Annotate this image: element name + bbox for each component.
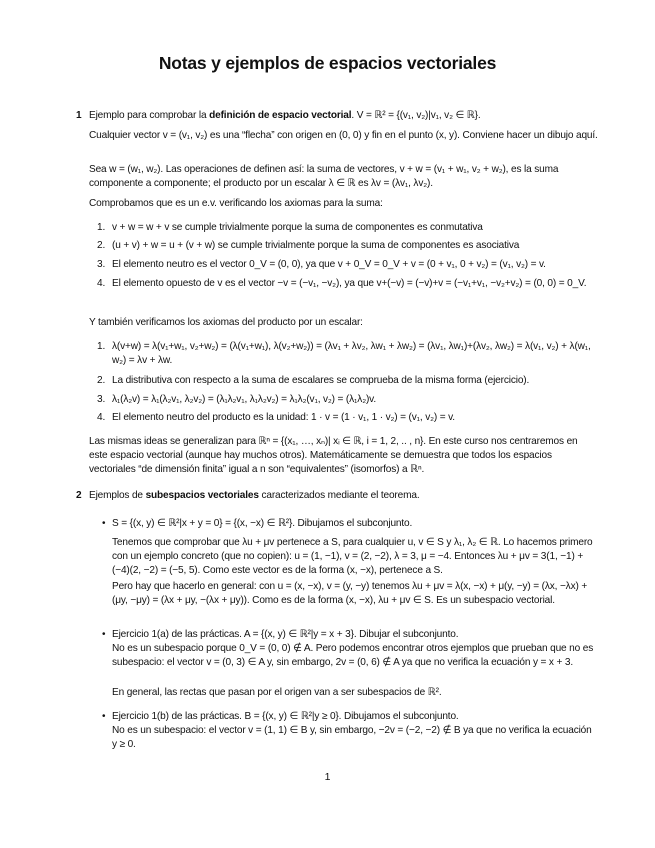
prod-axiom-4-number: 4. xyxy=(97,412,106,423)
page-title: Notas y ejemplos de espacios vectoriales xyxy=(158,53,497,73)
section-2-number: 2 xyxy=(76,490,82,501)
sum-axiom-4-number: 4. xyxy=(97,278,106,289)
prod-axiom-1: λ(v+w) = λ(v₁+w₁, v₂+w₂) = (λ(v₁+w₁), λ(v₂+w₂)) = (λv₁ + λv₂, λw₁ + λw₂) = (λv₁, λw₁)+(λv₂, λw₂) = λ(v₁, v₂) + λ(w₁, w₂) = λv + λw. xyxy=(112,341,591,367)
section-1-intro-c: . V = ℝ² = {(v₁, v₂)|v₁, v₂ ∈ ℝ}. xyxy=(351,110,481,121)
bullet-2-dot: • xyxy=(102,629,106,640)
bullet-2-line3: En general, las rectas que pasan por el origen van a ser subespacios de ℝ². xyxy=(112,687,442,698)
section-1-number: 1 xyxy=(76,110,82,121)
bullet-3-line2: No es un subespacio: el vector v = (1, 1) ∈ B y, sin embargo, −2v = (−2, −2) ∉ B ya que no verifica la ecuación y ≥ 0. xyxy=(112,725,592,751)
bullet-3-line1: Ejercicio 1(b) de las prácticas. B = {(x, y) ∈ ℝ²|y ≥ 0}. Dibujamos el subconjunto. xyxy=(112,711,459,722)
section-1-intro-bold: definición de espacio vectorial xyxy=(209,110,352,121)
section-2-intro-c: caracterizados mediante el teorema. xyxy=(258,490,420,501)
paragraph-sum-axioms-intro: Comprobamos que es un e.v. verificando los axiomas para la suma: xyxy=(89,198,383,209)
bullet-1-dot: • xyxy=(102,518,106,529)
sum-axiom-3-number: 3. xyxy=(97,259,106,270)
prod-axiom-2: La distributiva con respecto a la suma de escalares se comprueba de la misma forma (ejercicio). xyxy=(112,375,530,386)
prod-axiom-4: El elemento neutro del producto es la unidad: 1 · v = (1 · v₁, 1 · v₂) = (v₁, v₂) = v. xyxy=(112,412,455,423)
bullet-2-line2: No es un subespacio porque 0_V = (0, 0) ∉ A. Pero podemos encontrar otros ejemplos que prueban que no es subespacio: el vector v = (0, 3) ∈ A y, sin embargo, 2v = (0, 6) ∉ A ya que no verifica la ecuación y = x + 3. xyxy=(112,643,594,669)
paragraph-product-axioms-intro: Y también verificamos los axiomas del producto por un escalar: xyxy=(89,317,363,328)
bullet-1-line1: S = {(x, y) ∈ ℝ²|x + y = 0} = {(x, −x) ∈ ℝ²}. Dibujamos el subconjunto. xyxy=(112,518,413,529)
section-1-intro xyxy=(89,109,609,123)
paragraph-vector-arrow: Cualquier vector v = (v₁, v₂) es una “flecha” con origen en (0, 0) y fin en el punto (x, y). Conviene hacer un dibujo aquí. xyxy=(89,130,598,141)
section-2-intro-bold: subespacios vectoriales xyxy=(145,490,259,501)
page-number: 1 xyxy=(324,771,331,783)
bullet-2-line1: Ejercicio 1(a) de las prácticas. A = {(x, y) ∈ ℝ²|y = x + 3}. Dibujar el subconjunto. xyxy=(112,629,459,640)
section-2-intro-a: Ejemplos de xyxy=(89,490,146,501)
paragraph-generalization: Las mismas ideas se generalizan para ℝⁿ = {(x₁, …, xₙ)| xᵢ ∈ ℝ, i = 1, 2, .. , n}. En este curso nos centraremos en este espacio vectorial (aunque hay muchos otros). Matemáticamente se demuestra que todos los espacios vectoriales “de dimensión finita” igual a n son “equivalentes” (isomorfos) a ℝⁿ. xyxy=(89,436,578,476)
section-2-intro xyxy=(89,489,609,503)
paragraph-operations: Sea w = (w₁, w₂). Las operaciones de definen así: la suma de vectores, v + w = (v₁ + w₁, v₂ + w₂), es la suma componente a componente; el producto por un escalar λ ∈ ℝ es λv = (λv₁, λv₂). xyxy=(89,164,559,190)
bullet-1-line2: Tenemos que comprobar que λu + μv pertenece a S, para cualquier u, v ∈ S y λ₁, λ₂ ∈ ℝ. Lo hacemos primero con un ejemplo concreto (que no copien): u = (1, −1), v = (2, −2), λ = 3, μ = −4. Entonces λu + μv = 3(1, −1) + (−4)(2, −2) = (−5, 5). Como este vector es de la forma (x, −x), pertenece a S. xyxy=(112,537,593,577)
bullet-3-dot: • xyxy=(102,711,106,722)
prod-axiom-3-number: 3. xyxy=(97,394,106,405)
sum-axiom-2: (u + v) + w = u + (v + w) se cumple trivialmente porque la suma de componentes es asociativa xyxy=(112,240,520,251)
sum-axiom-3: El elemento neutro es el vector 0_V = (0, 0), ya que v + 0_V = 0_V + v = (0 + v₁, 0 + v₂) = (v₁, v₂) = v. xyxy=(112,259,546,270)
sum-axiom-1: v + w = w + v se cumple trivialmente porque la suma de componentes es conmutativa xyxy=(112,222,483,233)
prod-axiom-2-number: 2. xyxy=(97,375,106,386)
prod-axiom-3: λ₁(λ₂v) = λ₁(λ₂v₁, λ₂v₂) = (λ₁λ₂v₁, λ₁λ₂v₂) = λ₁λ₂(v₁, v₂) = (λ₁λ₂)v. xyxy=(112,394,376,405)
prod-axiom-1-number: 1. xyxy=(97,341,106,352)
section-1-intro-a: Ejemplo para comprobar la xyxy=(89,110,210,121)
bullet-1-line3: Pero hay que hacerlo en general: con u = (x, −x), v = (y, −y) tenemos λu + μv = λ(x, −x) + μ(y, −y) = (λx, −λx) + (μy, −μy) = (λx + μy, −(λx + μy)). Como es de la forma (x, −x), λu + μv ∈ S. Es un subespacio vectorial. xyxy=(112,581,588,607)
sum-axiom-4: El elemento opuesto de v es el vector −v = (−v₁, −v₂), ya que v+(−v) = (−v)+v = (−v₁+v₁, −v₂+v₂) = (0, 0) = 0_V. xyxy=(112,278,587,289)
sum-axiom-2-number: 2. xyxy=(97,240,106,251)
sum-axiom-1-number: 1. xyxy=(97,222,106,233)
